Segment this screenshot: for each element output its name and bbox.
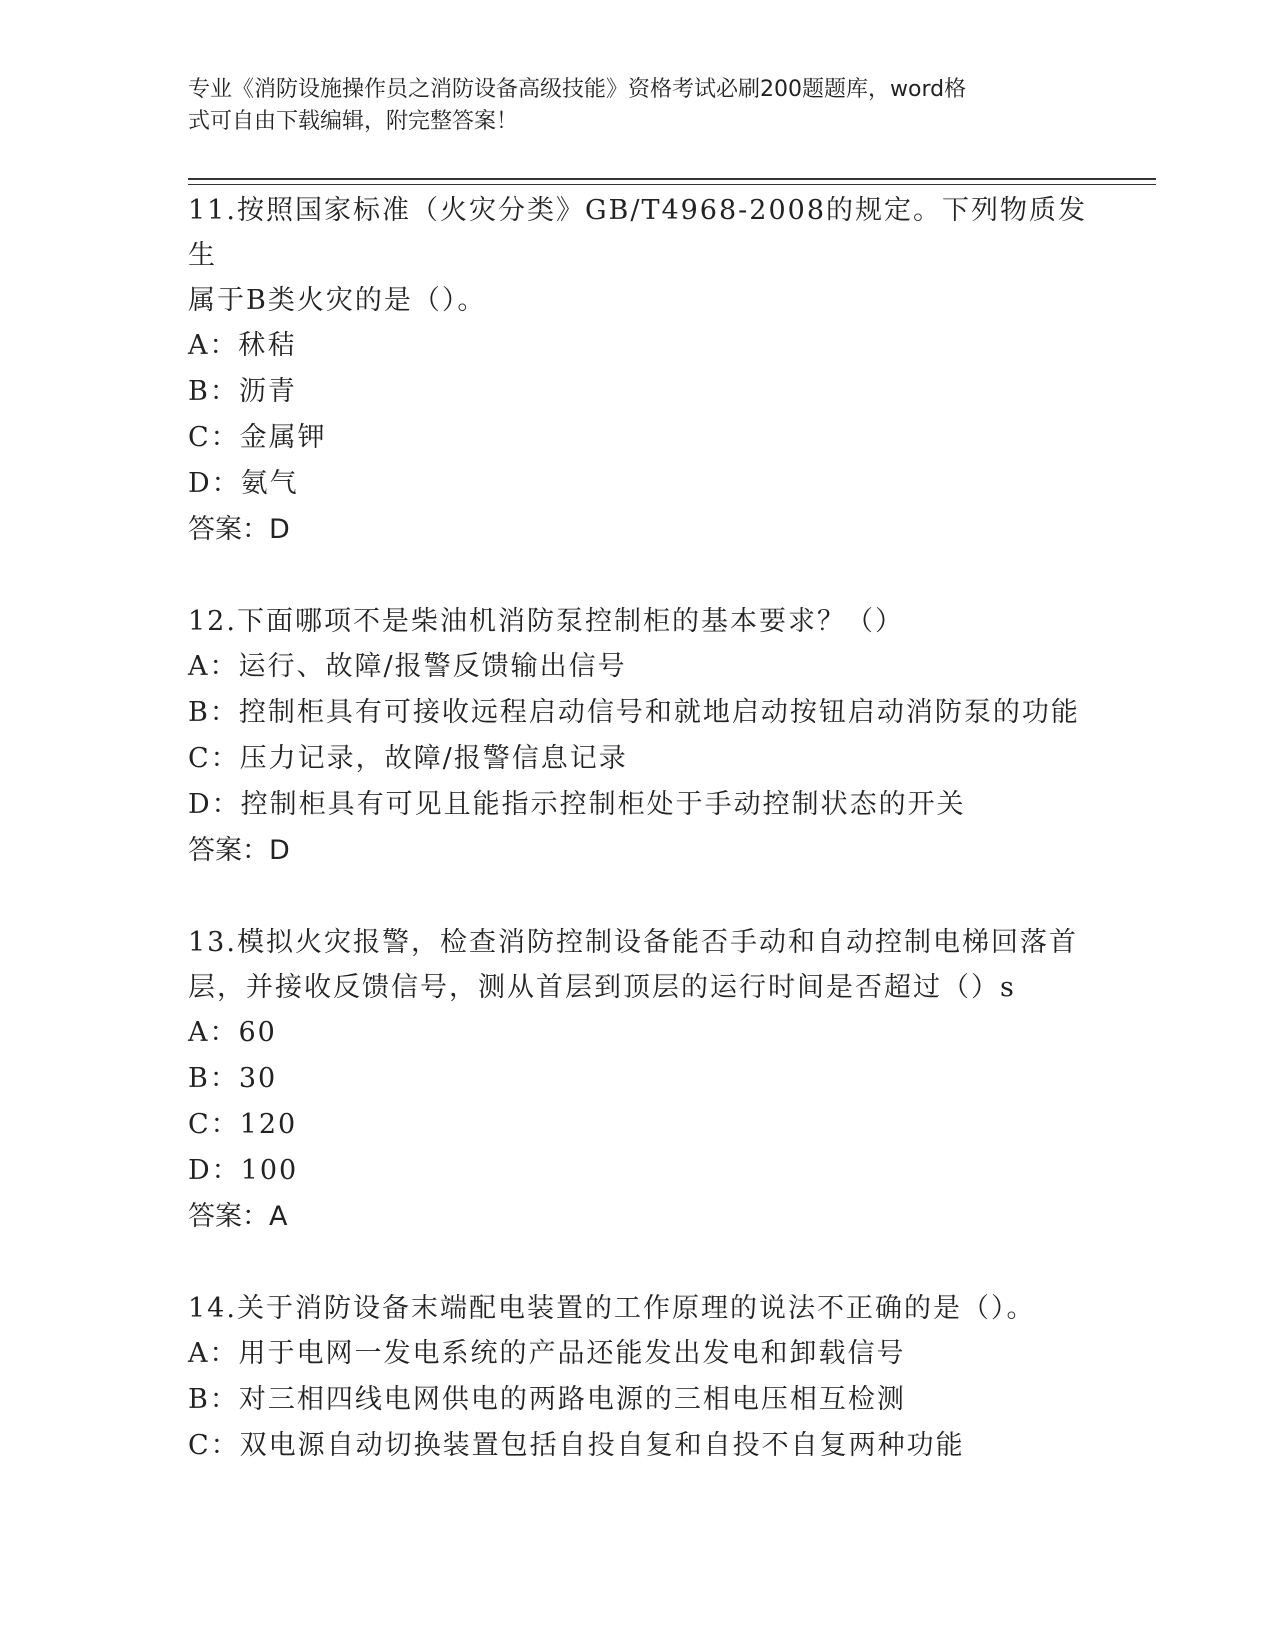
option-d: D：控制柜具有可见且能指示控制柜处于手动控制状态的开关 — [188, 789, 966, 820]
option-b: B：对三相四线电网供电的两路电源的三相电压相互检测 — [188, 1384, 906, 1415]
option-a: A：运行、故障/报警反馈输出信号 — [188, 651, 627, 682]
option-a: A：秫秸 — [188, 330, 297, 361]
option-d: D：100 — [188, 1155, 299, 1186]
document-header — [188, 74, 1068, 138]
header-line-2: 式可自由下载编辑，附完整答案！ — [188, 109, 519, 134]
header-divider-thin — [188, 184, 1156, 185]
option-c: C：120 — [188, 1109, 298, 1140]
option-b: B：30 — [188, 1063, 278, 1094]
question-stem-line: 属于B类火灾的是（）。 — [188, 285, 487, 316]
answer-line: 答案：A — [188, 1201, 288, 1232]
option-c: C：压力记录，故障/报警信息记录 — [188, 743, 628, 774]
header-divider-thick — [188, 178, 1156, 180]
question-stem-line: 13.模拟火灾报警，检查消防控制设备能否手动和自动控制电梯回落首 — [188, 927, 1078, 958]
question-12 — [188, 599, 1088, 874]
question-stem-line: 层，并接收反馈信号，测从首层到顶层的运行时间是否超过（）s — [188, 972, 1016, 1003]
question-11 — [188, 188, 1088, 553]
option-d: D：氨气 — [188, 468, 299, 499]
question-stem-line: 11.按照国家标准（火灾分类》GB/T4968-2008的规定。下列物质发生 — [188, 195, 1088, 271]
question-13 — [188, 920, 1088, 1240]
question-14 — [188, 1286, 1088, 1469]
option-b: B：控制柜具有可接收远程启动信号和就地启动按钮启动消防泵的功能 — [188, 697, 1080, 728]
answer-line: 答案：D — [188, 514, 290, 545]
answer-line: 答案：D — [188, 835, 290, 866]
question-list — [188, 188, 1088, 1515]
option-a: A：60 — [188, 1017, 277, 1048]
option-a: A：用于电网一发电系统的产品还能发出发电和卸载信号 — [188, 1338, 906, 1369]
option-b: B：沥青 — [188, 376, 297, 407]
option-c: C：双电源自动切换装置包括自投自复和自投不自复两种功能 — [188, 1430, 965, 1461]
header-line-1: 专业《消防设施操作员之消防设备高级技能》资格考试必刷200题题库，word格 — [188, 77, 967, 102]
question-stem-line: 12.下面哪项不是柴油机消防泵控制柜的基本要求？（） — [188, 606, 904, 637]
option-c: C：金属钾 — [188, 422, 327, 453]
question-stem-line: 14.关于消防设备末端配电装置的工作原理的说法不正确的是（）。 — [188, 1293, 1036, 1324]
